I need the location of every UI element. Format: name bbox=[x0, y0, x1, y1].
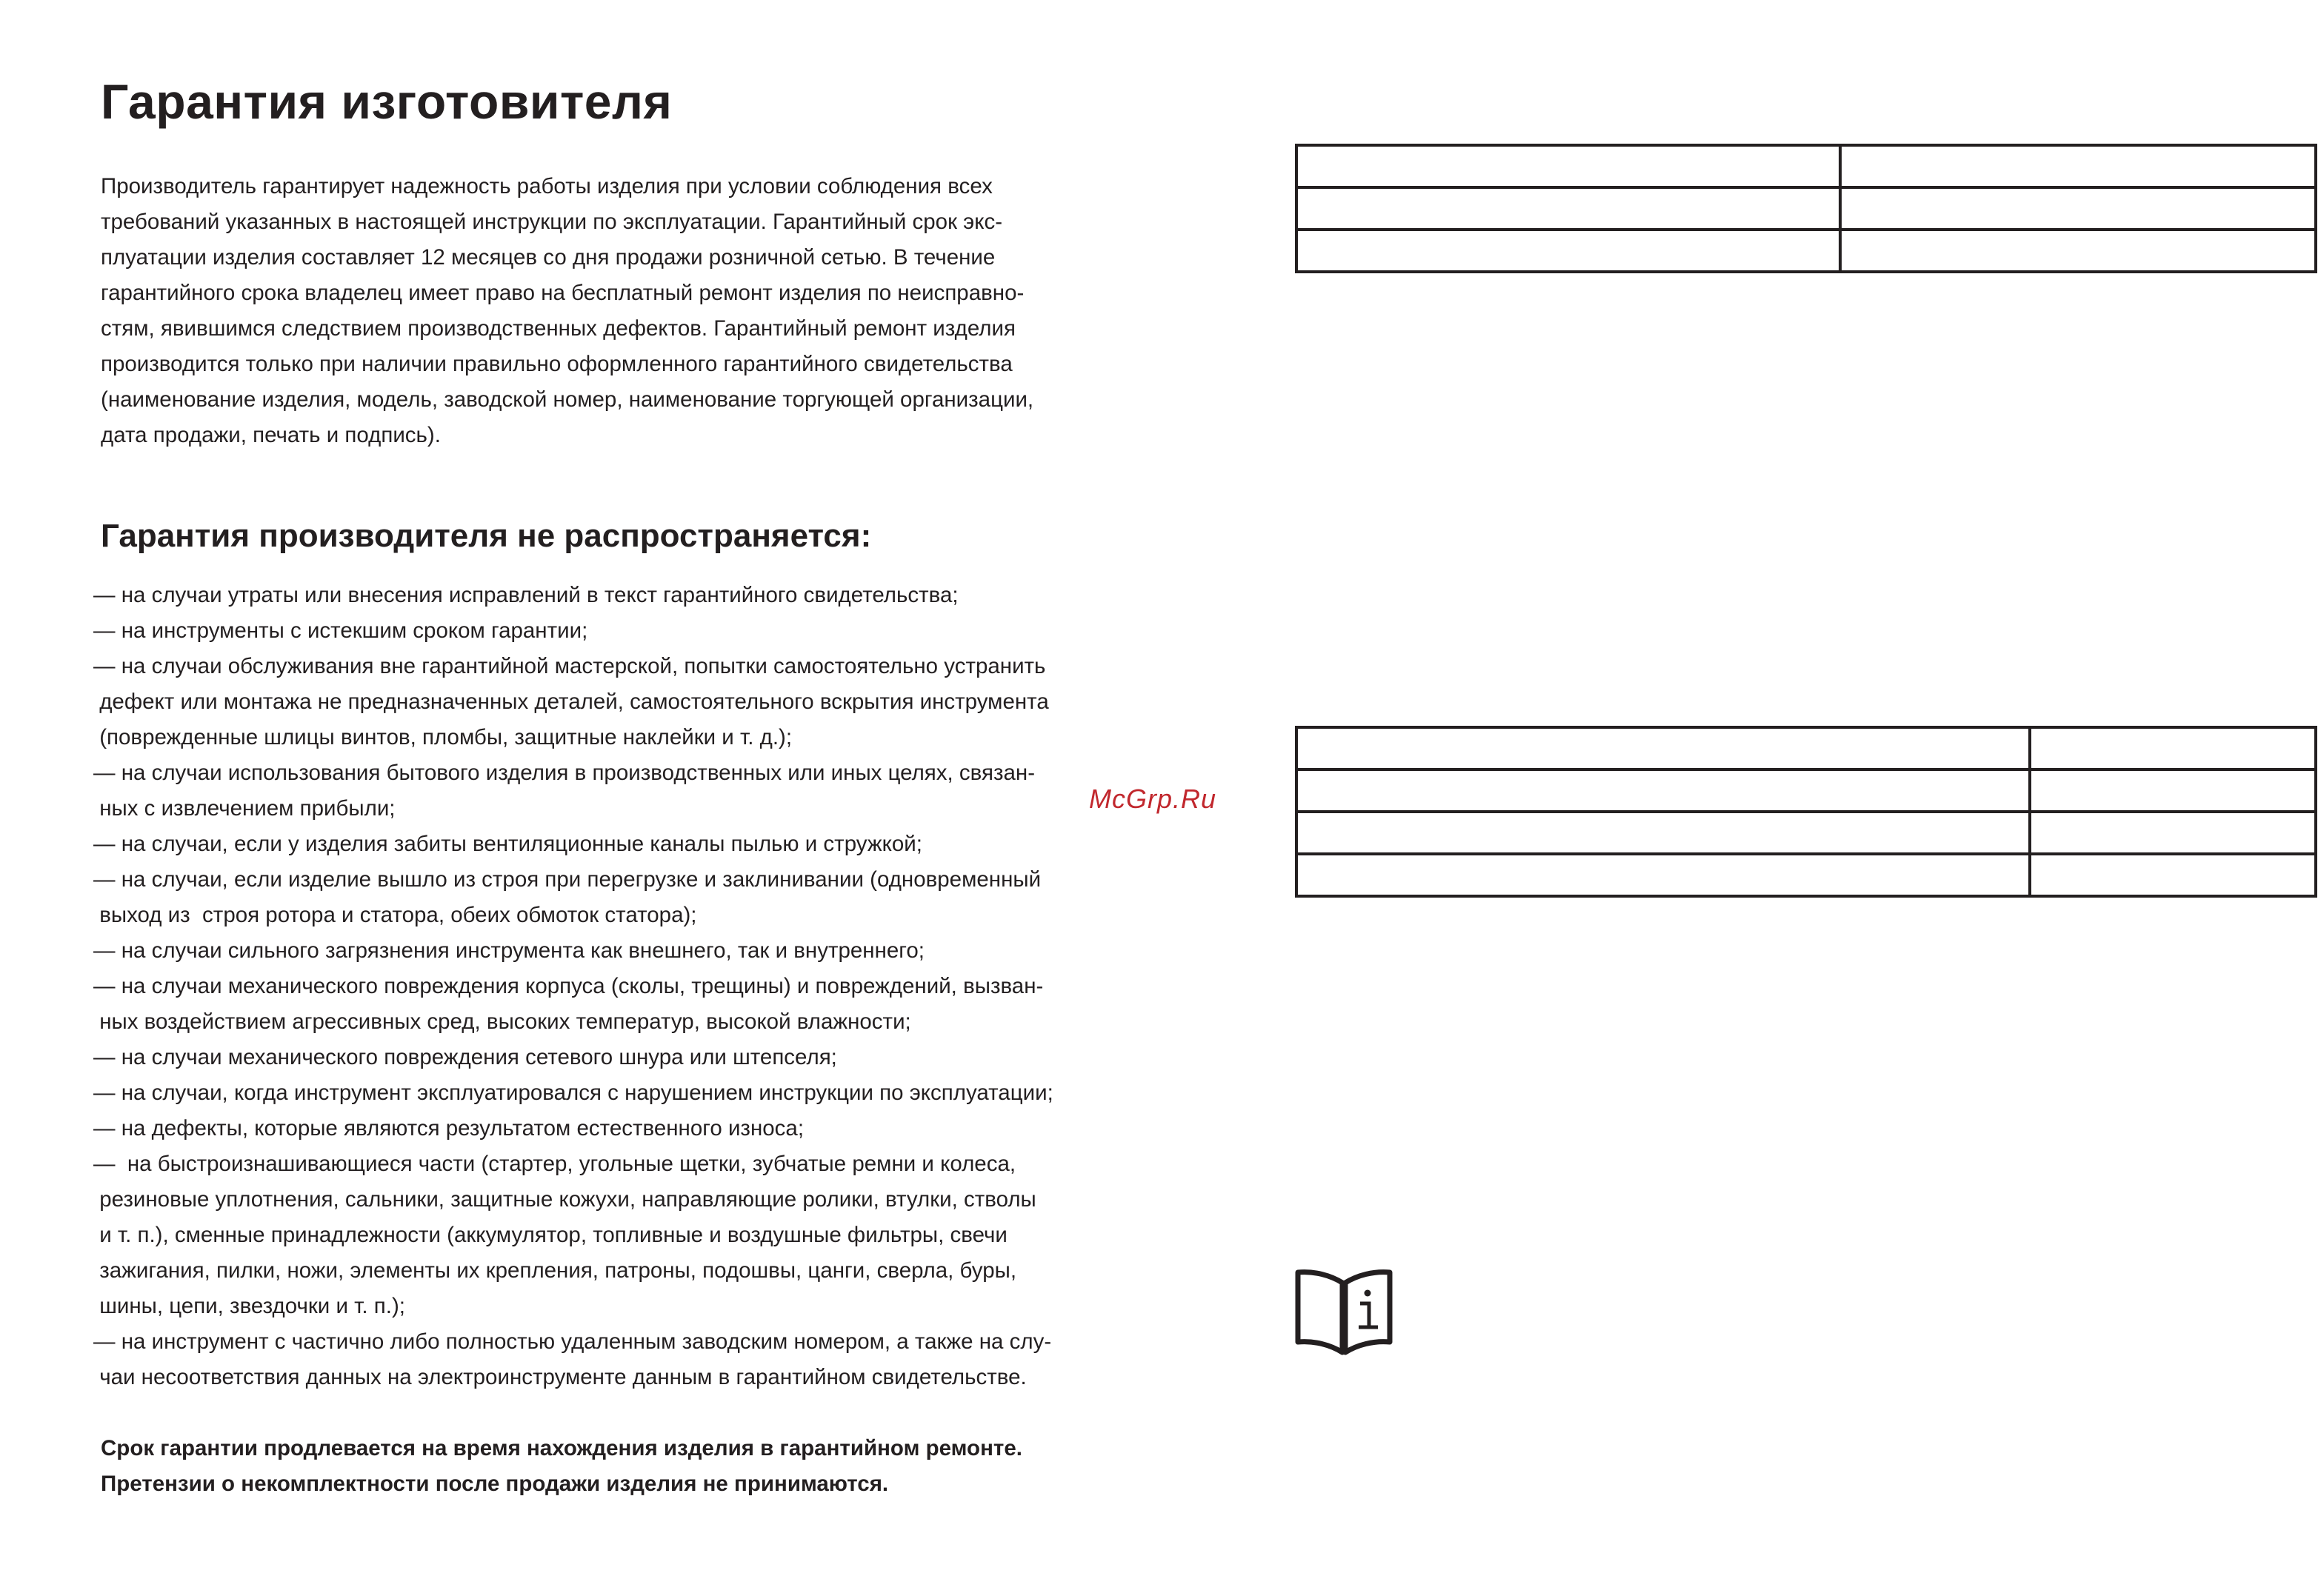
exclusion-line: — на случаи, когда инструмент эксплуатировался с нарушением инструкции по эксплуатации; bbox=[93, 1081, 1053, 1105]
exclusions-title: Гарантия производителя не распространяется: bbox=[101, 518, 872, 554]
exclusion-line: — на быстроизнашивающиеся части (стартер, угольные щетки, зубчатые ремни и колеса, bbox=[93, 1152, 1016, 1176]
exclusion-line: — на инструменты с истекшим сроком гарантии; bbox=[93, 618, 588, 643]
table-cell bbox=[1296, 187, 1840, 230]
footer-line: Срок гарантии продлевается на время нахождения изделия в гарантийном ремонте. bbox=[101, 1436, 1022, 1460]
intro-line: (наименование изделия, модель, заводской номер, наименование торгующей организации, bbox=[101, 387, 1034, 412]
exclusion-line: — на случаи механического повреждения корпуса (сколы, трещины) и повреждений, вызван- bbox=[93, 974, 1044, 998]
exclusion-line: — на случаи использования бытового изделия в производственных или иных целях, связан- bbox=[93, 761, 1036, 785]
exclusion-line: — на случаи обслуживания вне гарантийной мастерской, попытки самостоятельно устранить bbox=[93, 654, 1046, 678]
table-cell bbox=[1296, 145, 1840, 187]
exclusion-line: резиновые уплотнения, сальники, защитные кожухи, направляющие ролики, втулки, стволы bbox=[93, 1187, 1036, 1212]
exclusion-line: (поврежденные шлицы винтов, пломбы, защитные наклейки и т. д.); bbox=[93, 725, 793, 749]
footer-line: Претензии о некомплектности после продажи изделия не принимаются. bbox=[101, 1472, 889, 1496]
table-cell bbox=[2030, 769, 2316, 812]
exclusion-line: чаи несоответствия данных на электроинструменте данным в гарантийном свидетельстве. bbox=[93, 1365, 1027, 1389]
exclusion-line: — на случаи, если изделие вышло из строя при перегрузке и заклинивании (одновременный bbox=[93, 867, 1042, 892]
intro-line: производится только при наличии правильно оформленного гарантийного свидетельства bbox=[101, 352, 1013, 376]
exclusion-line: ных воздействием агрессивных сред, высоких температур, высокой влажности; bbox=[93, 1009, 911, 1034]
table-row bbox=[1296, 187, 2316, 230]
table-cell bbox=[1296, 812, 2030, 854]
intro-line: плуатации изделия составляет 12 месяцев со дня продажи розничной сетью. В течение bbox=[101, 245, 996, 270]
exclusion-line: ных с извлечением прибыли; bbox=[93, 796, 396, 821]
table-cell bbox=[1296, 727, 2030, 769]
warranty-info-table-bottom bbox=[1295, 726, 2317, 898]
book-info-icon bbox=[1292, 1268, 1396, 1357]
intro-line: стям, явившимся следствием производственных дефектов. Гарантийный ремонт изделия bbox=[101, 316, 1016, 341]
table-cell bbox=[1840, 145, 2316, 187]
intro-line: требований указанных в настоящей инструкции по эксплуатации. Гарантийный срок экс- bbox=[101, 210, 1003, 234]
intro-line: гарантийного срока владелец имеет право на бесплатный ремонт изделия по неисправно- bbox=[101, 281, 1025, 305]
exclusion-line: выход из строя ротора и статора, обеих обмоток статора); bbox=[93, 903, 697, 927]
table-cell bbox=[1296, 854, 2030, 896]
table-row bbox=[1296, 230, 2316, 272]
exclusion-line: — на случаи утраты или внесения исправлений в текст гарантийного свидетельства; bbox=[93, 583, 959, 607]
exclusion-line: — на случаи механического повреждения сетевого шнура или штепселя; bbox=[93, 1045, 837, 1069]
page-title: Гарантия изготовителя bbox=[101, 74, 673, 129]
table-cell bbox=[1840, 230, 2316, 272]
exclusion-line: — на случаи, если у изделия забиты вентиляционные каналы пылью и стружкой; bbox=[93, 832, 922, 856]
exclusion-line: — на инструмент с частично либо полностью удаленным заводским номером, а также на слу- bbox=[93, 1329, 1052, 1354]
table-cell bbox=[1296, 230, 1840, 272]
intro-line: Производитель гарантирует надежность работы изделия при условии соблюдения всех bbox=[101, 174, 993, 198]
table-row bbox=[1296, 812, 2316, 854]
table-cell bbox=[1840, 187, 2316, 230]
warranty-intro bbox=[101, 169, 1138, 453]
exclusion-line: зажигания, пилки, ножи, элементы их крепления, патроны, подошвы, цанги, сверла, буры, bbox=[93, 1258, 1017, 1283]
watermark: McGrp.Ru bbox=[1089, 784, 1217, 814]
exclusion-line: и т. п.), сменные принадлежности (аккумулятор, топливные и воздушные фильтры, свечи bbox=[93, 1223, 1008, 1247]
intro-line: дата продажи, печать и подпись). bbox=[101, 423, 441, 447]
exclusion-line: шины, цепи, звездочки и т. п.); bbox=[93, 1294, 405, 1318]
warranty-footer-note bbox=[101, 1431, 1022, 1502]
table-cell bbox=[2030, 854, 2316, 896]
table-row bbox=[1296, 727, 2316, 769]
warranty-info-table-top bbox=[1295, 144, 2317, 273]
table-row bbox=[1296, 769, 2316, 812]
table-row bbox=[1296, 145, 2316, 187]
table-row bbox=[1296, 854, 2316, 896]
table-cell bbox=[1296, 769, 2030, 812]
exclusion-line: — на дефекты, которые являются результатом естественного износа; bbox=[93, 1116, 805, 1141]
table-cell bbox=[2030, 727, 2316, 769]
exclusions-list bbox=[93, 578, 1145, 1395]
table-cell bbox=[2030, 812, 2316, 854]
exclusion-line: — на случаи сильного загрязнения инструмента как внешнего, так и внутреннего; bbox=[93, 938, 925, 963]
exclusion-line: дефект или монтажа не предназначенных деталей, самостоятельного вскрытия инструмента bbox=[93, 690, 1049, 714]
